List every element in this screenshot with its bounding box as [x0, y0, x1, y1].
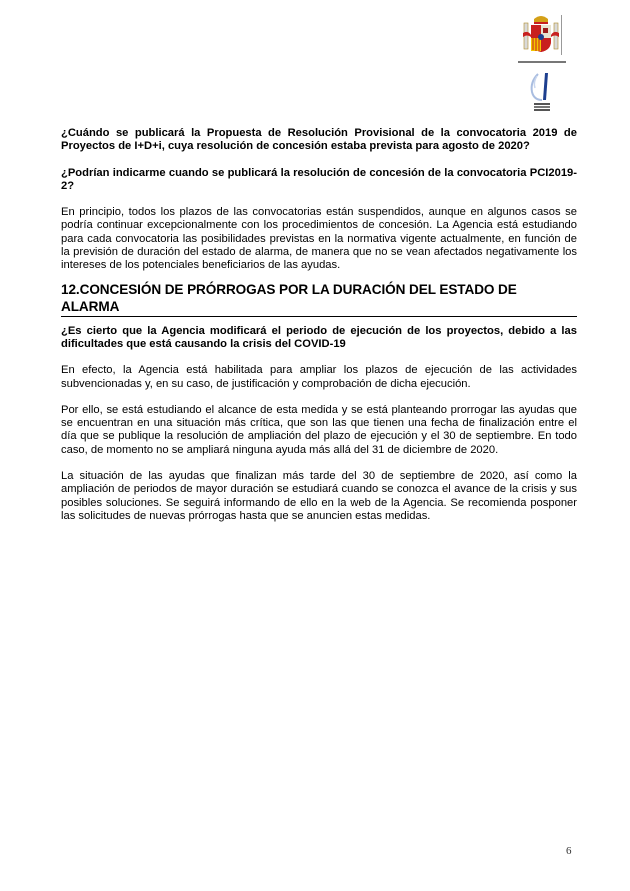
- question-heading: ¿Cuándo se publicará la Propuesta de Resolución Provisional de la convocatoria 2019 de Proyectos de I+D+i, cuya resolución de concesión estaba prevista para agosto de 2020?: [61, 127, 577, 153]
- answer-paragraph: La situación de las ayudas que finalizan más tarde del 30 de septiembre de 2020, así como la ampliación de periodos de mayor duración se estudiará cuando se conozca el avance de la crisis y sus posibles soluciones. Se seguirá informando de ello en la web de la Agencia. Se recomienda posponer las solicitudes de nuevas prórrogas hasta que se anuncien estas medidas.: [61, 470, 577, 522]
- answer-paragraph: Por ello, se está estudiando el alcance de esta medida y se está planteando prorrogar las ayudas que se encuentran en una situación más crítica, que son las que tienen una fecha de finalización entre el día que se publique la resolución de ampliación del plazo de ejecución y el 30 de septiembre. En todo caso, de momento no se ampliará ninguna ayuda más allá del 31 de diciembre de 2020.: [61, 403, 577, 456]
- answer-paragraph: En principio, todos los plazos de las convocatorias están suspendidos, aunque en algunos casos se podría continuar excepcionalmente con los procedimientos de concesión. La Agencia está estudiando para cada convocatoria las posibilidades previstas en la normativa vigente actualmente, en función de la previsión de duración del estado de alarma, de manera que no se vean afectados negativamente los intereses de los potenciales beneficiarios de las ayudas.: [61, 206, 577, 272]
- answer-paragraph: En efecto, la Agencia está habilitada para ampliar los plazos de ejecución de las actividades subvencionadas y, en su caso, de justificación y comprobación de dicha ejecución.: [61, 364, 577, 390]
- document-body: [61, 127, 577, 523]
- question-heading: ¿Es cierto que la Agencia modificará el periodo de ejecución de los proyectos, debido a las dificultades que está causando la crisis del COVID-19: [61, 324, 577, 350]
- question-heading: ¿Podrían indicarme cuando se publicará la resolución de concesión de la convocatoria PCI2019-2?: [61, 166, 577, 192]
- section-title: CONCESIÓN DE PRÓRROGAS POR LA DURACIÓN DEL ESTADO DE ALARMA: [61, 281, 517, 314]
- coat-of-arms-icon: [522, 13, 560, 55]
- page-number: 6: [566, 845, 572, 857]
- section-number: 12.: [61, 281, 80, 297]
- section-heading: [61, 281, 577, 317]
- divider-line: [561, 15, 562, 55]
- divider-line: [518, 61, 566, 63]
- agency-logo-icon: [528, 70, 556, 114]
